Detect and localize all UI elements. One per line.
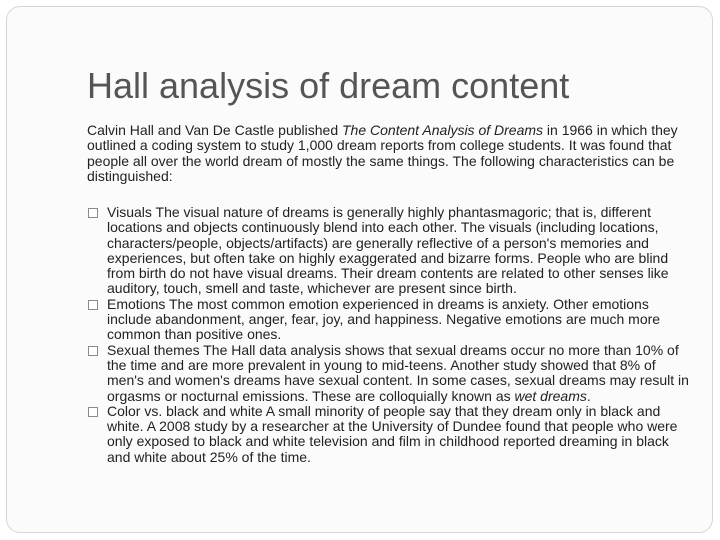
list-item-text-end: . <box>586 387 591 404</box>
square-bullet-icon <box>88 208 98 218</box>
list-item-visuals <box>87 205 689 297</box>
slide-frame <box>6 6 713 533</box>
square-bullet-icon <box>88 300 98 310</box>
list-item-text: Emotions The most common emotion experienced in dreams is anxiety. Other emotions include abandonment, anger, fear, joy, and happiness. Negative emotions are much more common than positive ones. <box>107 295 661 343</box>
list-item-text: Sexual themes The Hall data analysis shows that sexual dreams occur no more than 10% of the time and are more prevalent in young to mid-teens. Another study showed that 8% of men's and women's dreams have sexual content. In some cases, sexual dreams may result in orgasms or nocturnal emissions. These are colloquially known as <box>107 341 689 404</box>
book-title: The Content Analysis of Dreams <box>342 122 544 138</box>
list-item-text: Visuals The visual nature of dreams is generally highly phantasmagoric; that is, different locations and objects continuously blend into each other. The visuals (including locations, characters/people, objects/artifacts) are generally reflective of a person's memories and experiences, but often take on highly exaggerated and bizarre forms. People who are blind from birth do not have visual dreams. Their dream contents are related to other senses like auditory, touch, smell and taste, whichever are present since birth. <box>107 204 669 297</box>
slide-title: Hall analysis of dream content <box>87 65 570 106</box>
list-item-text: Color vs. black and white A small minority of people say that they dream only in black and white. A 2008 study by a researcher at the University of Dundee found that people who were only exposed to black and white television and film in childhood reported dreaming in black and white about 25% of the time. <box>107 402 678 465</box>
list-item-color <box>87 404 689 465</box>
list-item-sexual-themes <box>87 343 689 404</box>
list-item-emotions <box>87 297 689 343</box>
intro-text-start: Calvin Hall and Van De Castle published <box>87 122 342 138</box>
emphasis-term: wet dreams <box>514 387 587 404</box>
characteristics-list <box>87 205 689 465</box>
square-bullet-icon <box>88 346 98 356</box>
intro-text-end: in 1966 in which they outlined a coding system to study 1,000 dream reports from college students. It was found that people all over the world dream of mostly the same things. The following characteristics can be distinguished: <box>87 122 678 184</box>
square-bullet-icon <box>88 407 98 417</box>
intro-paragraph <box>87 123 689 184</box>
